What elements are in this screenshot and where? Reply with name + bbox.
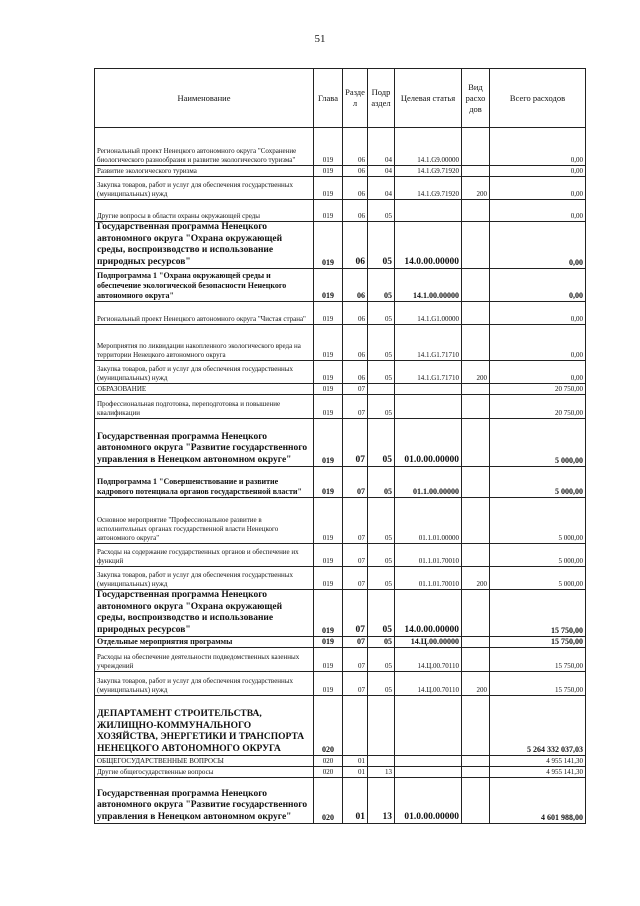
row-subsection-cell: 05	[368, 498, 395, 544]
row-section-cell: 01	[343, 767, 368, 778]
row-type-cell	[462, 544, 490, 567]
row-total-cell: 5 000,00	[490, 467, 586, 498]
row-subsection-cell: 05	[368, 419, 395, 467]
row-total-cell: 0,00	[490, 269, 586, 302]
row-type-cell	[462, 756, 490, 767]
row-type-cell	[462, 467, 490, 498]
row-chapter-cell: 019	[314, 467, 343, 498]
row-type-cell	[462, 325, 490, 361]
header-section: Разде л	[343, 69, 368, 128]
row-type-cell: 200	[462, 361, 490, 384]
table-row	[95, 567, 586, 590]
row-section-cell: 06	[343, 128, 368, 166]
row-subsection-cell: 05	[368, 269, 395, 302]
row-name-cell: Основное мероприятие "Профессиональное развитие в исполнительных органах государственной власти Ненецкого автономного округа"	[95, 498, 314, 544]
row-name-cell: Закупка товаров, работ и услуг для обеспечения государственных (муниципальных) нужд	[95, 672, 314, 696]
table-row	[95, 166, 586, 177]
row-section-cell: 06	[343, 222, 368, 269]
row-target-cell: 14.1.G9.71920	[395, 166, 462, 177]
table-row	[95, 419, 586, 467]
row-name-cell: ДЕПАРТАМЕНТ СТРОИТЕЛЬСТВА, ЖИЛИЩНО-КОММУНАЛЬНОГО ХОЗЯЙСТВА, ЭНЕРГЕТИКИ И ТРАНСПОРТА НЕНЕЦКОГО АВТОНОМНОГО ОКРУГА	[95, 696, 314, 756]
table-row	[95, 177, 586, 200]
row-target-cell: 01.1.00.00000	[395, 467, 462, 498]
table-row	[95, 590, 586, 637]
table-row	[95, 384, 586, 395]
row-type-cell	[462, 395, 490, 419]
row-chapter-cell: 019	[314, 302, 343, 325]
row-type-cell	[462, 419, 490, 467]
row-target-cell: 14.1.00.00000	[395, 269, 462, 302]
row-section-cell: 07	[343, 590, 368, 637]
row-section-cell: 01	[343, 756, 368, 767]
row-target-cell: 14.0.00.00000	[395, 590, 462, 637]
row-target-cell	[395, 756, 462, 767]
row-name-cell: Мероприятия по ликвидации накопленного экологического вреда на территории Ненецкого автономного округа	[95, 325, 314, 361]
header-target: Целевая статья	[395, 69, 462, 128]
row-subsection-cell: 04	[368, 166, 395, 177]
row-target-cell	[395, 384, 462, 395]
row-name-cell: Закупка товаров, работ и услуг для обеспечения государственных (муниципальных) нужд	[95, 361, 314, 384]
row-total-cell: 4 601 988,00	[490, 778, 586, 824]
row-type-cell	[462, 200, 490, 222]
row-subsection-cell: 05	[368, 200, 395, 222]
table-row	[95, 696, 586, 756]
row-type-cell	[462, 269, 490, 302]
row-chapter-cell: 019	[314, 567, 343, 590]
row-total-cell: 0,00	[490, 200, 586, 222]
row-chapter-cell: 019	[314, 269, 343, 302]
row-total-cell: 0,00	[490, 128, 586, 166]
row-subsection-cell: 05	[368, 567, 395, 590]
header-total: Всего расходов	[490, 69, 586, 128]
row-chapter-cell: 019	[314, 419, 343, 467]
row-chapter-cell: 019	[314, 637, 343, 648]
row-section-cell: 07	[343, 544, 368, 567]
row-section-cell: 06	[343, 302, 368, 325]
row-name-cell: Профессиональная подготовка, переподготовка и повышение квалификации	[95, 395, 314, 419]
row-subsection-cell: 04	[368, 128, 395, 166]
row-chapter-cell: 019	[314, 177, 343, 200]
row-subsection-cell	[368, 696, 395, 756]
budget-table	[94, 68, 586, 824]
table-row	[95, 498, 586, 544]
row-name-cell: ОБЩЕГОСУДАРСТВЕННЫЕ ВОПРОСЫ	[95, 756, 314, 767]
row-chapter-cell: 020	[314, 756, 343, 767]
row-total-cell: 0,00	[490, 166, 586, 177]
table-row	[95, 778, 586, 824]
row-name-cell: Расходы на обеспечение деятельности подведомственных казенных учреждений	[95, 648, 314, 672]
row-type-cell: 200	[462, 672, 490, 696]
row-target-cell: 14.Ц.00.70110	[395, 648, 462, 672]
row-subsection-cell	[368, 756, 395, 767]
table-row	[95, 767, 586, 778]
row-target-cell: 01.1.01.70010	[395, 567, 462, 590]
table-row	[95, 325, 586, 361]
row-section-cell	[343, 696, 368, 756]
row-total-cell: 0,00	[490, 302, 586, 325]
row-total-cell: 5 000,00	[490, 419, 586, 467]
row-subsection-cell: 13	[368, 767, 395, 778]
row-subsection-cell	[368, 384, 395, 395]
table-row	[95, 361, 586, 384]
row-name-cell: Государственная программа Ненецкого автономного округа "Охрана окружающей среды, воспроизводство и использование природных ресурсов"	[95, 590, 314, 637]
row-subsection-cell: 05	[368, 590, 395, 637]
row-type-cell	[462, 637, 490, 648]
row-name-cell: Государственная программа Ненецкого автономного округа "Охрана окружающей среды, воспроизводство и использование природных ресурсов"	[95, 222, 314, 269]
row-total-cell: 0,00	[490, 361, 586, 384]
row-section-cell: 06	[343, 200, 368, 222]
row-chapter-cell: 019	[314, 325, 343, 361]
row-target-cell: 14.1.G9.71920	[395, 177, 462, 200]
table-row	[95, 672, 586, 696]
row-target-cell: 14.0.00.00000	[395, 222, 462, 269]
row-section-cell: 07	[343, 567, 368, 590]
row-total-cell: 0,00	[490, 222, 586, 269]
row-type-cell	[462, 128, 490, 166]
row-section-cell: 07	[343, 648, 368, 672]
row-section-cell: 07	[343, 672, 368, 696]
row-name-cell: Региональный проект Ненецкого автономного округа "Чистая страна"	[95, 302, 314, 325]
table-row	[95, 395, 586, 419]
row-name-cell: Государственная программа Ненецкого автономного округа "Развитие государственного управления в Ненецком автономном округе"	[95, 778, 314, 824]
row-name-cell: ОБРАЗОВАНИЕ	[95, 384, 314, 395]
row-name-cell: Подпрограмма 1 "Совершенствование и развитие кадрового потенциала органов государственной власти"	[95, 467, 314, 498]
header-name: Наименование	[95, 69, 314, 128]
row-type-cell: 200	[462, 177, 490, 200]
row-subsection-cell: 05	[368, 648, 395, 672]
row-section-cell: 07	[343, 384, 368, 395]
row-total-cell: 15 750,00	[490, 648, 586, 672]
row-chapter-cell: 019	[314, 200, 343, 222]
row-section-cell: 06	[343, 166, 368, 177]
header-subsection: Подр аздел	[368, 69, 395, 128]
row-section-cell: 07	[343, 395, 368, 419]
row-name-cell: Закупка товаров, работ и услуг для обеспечения государственных (муниципальных) нужд	[95, 177, 314, 200]
row-target-cell: 01.0.00.00000	[395, 778, 462, 824]
table-body	[95, 128, 586, 824]
row-type-cell	[462, 498, 490, 544]
row-subsection-cell: 05	[368, 544, 395, 567]
row-chapter-cell: 020	[314, 767, 343, 778]
table-row	[95, 128, 586, 166]
row-target-cell: 14.Ц.00.00000	[395, 637, 462, 648]
table-row	[95, 269, 586, 302]
row-total-cell: 5 000,00	[490, 544, 586, 567]
row-chapter-cell: 019	[314, 361, 343, 384]
row-subsection-cell: 05	[368, 467, 395, 498]
row-subsection-cell: 04	[368, 177, 395, 200]
row-name-cell: Другие общегосударственные вопросы	[95, 767, 314, 778]
header-type: Вид расхо дов	[462, 69, 490, 128]
row-total-cell: 15 750,00	[490, 637, 586, 648]
header-chapter: Глава	[314, 69, 343, 128]
row-target-cell: 14.Ц.00.70110	[395, 672, 462, 696]
row-chapter-cell: 019	[314, 222, 343, 269]
row-subsection-cell: 05	[368, 361, 395, 384]
row-target-cell: 14.1.G1.00000	[395, 302, 462, 325]
row-chapter-cell: 020	[314, 696, 343, 756]
row-target-cell: 01.1.01.00000	[395, 498, 462, 544]
row-type-cell	[462, 590, 490, 637]
table-header-row	[95, 69, 586, 128]
row-name-cell: Отдельные мероприятия программы	[95, 637, 314, 648]
row-type-cell	[462, 384, 490, 395]
table-row	[95, 648, 586, 672]
row-total-cell: 0,00	[490, 177, 586, 200]
row-chapter-cell: 020	[314, 778, 343, 824]
row-chapter-cell: 019	[314, 672, 343, 696]
row-chapter-cell: 019	[314, 384, 343, 395]
row-subsection-cell: 05	[368, 672, 395, 696]
row-total-cell: 20 750,00	[490, 384, 586, 395]
row-target-cell: 01.1.01.70010	[395, 544, 462, 567]
table-row	[95, 467, 586, 498]
table-row	[95, 544, 586, 567]
row-subsection-cell: 05	[368, 395, 395, 419]
row-subsection-cell: 05	[368, 302, 395, 325]
row-total-cell: 4 955 141,30	[490, 767, 586, 778]
row-name-cell: Государственная программа Ненецкого автономного округа "Развитие государственного управления в Ненецком автономном округе"	[95, 419, 314, 467]
row-chapter-cell: 019	[314, 648, 343, 672]
row-type-cell	[462, 166, 490, 177]
row-chapter-cell: 019	[314, 166, 343, 177]
row-target-cell	[395, 200, 462, 222]
row-total-cell: 0,00	[490, 325, 586, 361]
row-chapter-cell: 019	[314, 590, 343, 637]
row-total-cell: 20 750,00	[490, 395, 586, 419]
row-target-cell	[395, 767, 462, 778]
row-subsection-cell: 05	[368, 325, 395, 361]
row-total-cell: 5 264 332 037,03	[490, 696, 586, 756]
row-target-cell: 01.0.00.00000	[395, 419, 462, 467]
row-subsection-cell: 05	[368, 637, 395, 648]
row-section-cell: 07	[343, 467, 368, 498]
row-name-cell: Другие вопросы в области охраны окружающей среды	[95, 200, 314, 222]
row-subsection-cell: 13	[368, 778, 395, 824]
row-type-cell	[462, 302, 490, 325]
row-section-cell: 07	[343, 637, 368, 648]
row-name-cell: Расходы на содержание государственных органов и обеспечение их функций	[95, 544, 314, 567]
row-type-cell	[462, 696, 490, 756]
row-total-cell: 15 750,00	[490, 672, 586, 696]
page-number: 51	[314, 33, 326, 45]
row-total-cell: 4 955 141,30	[490, 756, 586, 767]
row-target-cell: 14.1.G9.00000	[395, 128, 462, 166]
row-section-cell: 06	[343, 269, 368, 302]
row-section-cell: 01	[343, 778, 368, 824]
table-row	[95, 637, 586, 648]
row-total-cell: 5 000,00	[490, 567, 586, 590]
row-subsection-cell: 05	[368, 222, 395, 269]
row-target-cell	[395, 696, 462, 756]
row-type-cell: 200	[462, 567, 490, 590]
row-chapter-cell: 019	[314, 128, 343, 166]
row-chapter-cell: 019	[314, 395, 343, 419]
row-target-cell: 14.1.G1.71710	[395, 361, 462, 384]
row-name-cell: Развитие экологического туризма	[95, 166, 314, 177]
row-type-cell	[462, 778, 490, 824]
row-type-cell	[462, 648, 490, 672]
row-total-cell: 5 000,00	[490, 498, 586, 544]
table-row	[95, 756, 586, 767]
row-target-cell	[395, 395, 462, 419]
row-section-cell: 07	[343, 419, 368, 467]
row-section-cell: 07	[343, 498, 368, 544]
row-total-cell: 15 750,00	[490, 590, 586, 637]
table-row	[95, 302, 586, 325]
row-name-cell: Региональный проект Ненецкого автономного округа "Сохранение биологического разнообразия и развитие экологического туризма"	[95, 128, 314, 166]
row-name-cell: Подпрограмма 1 "Охрана окружающей среды и обеспечение экологической безопасности Ненецкого автономного округа"	[95, 269, 314, 302]
table-row	[95, 200, 586, 222]
row-section-cell: 06	[343, 177, 368, 200]
row-target-cell: 14.1.G1.71710	[395, 325, 462, 361]
row-type-cell	[462, 222, 490, 269]
row-chapter-cell: 019	[314, 544, 343, 567]
row-chapter-cell: 019	[314, 498, 343, 544]
row-name-cell: Закупка товаров, работ и услуг для обеспечения государственных (муниципальных) нужд	[95, 567, 314, 590]
row-section-cell: 06	[343, 325, 368, 361]
row-section-cell: 06	[343, 361, 368, 384]
table-row	[95, 222, 586, 269]
row-type-cell	[462, 767, 490, 778]
